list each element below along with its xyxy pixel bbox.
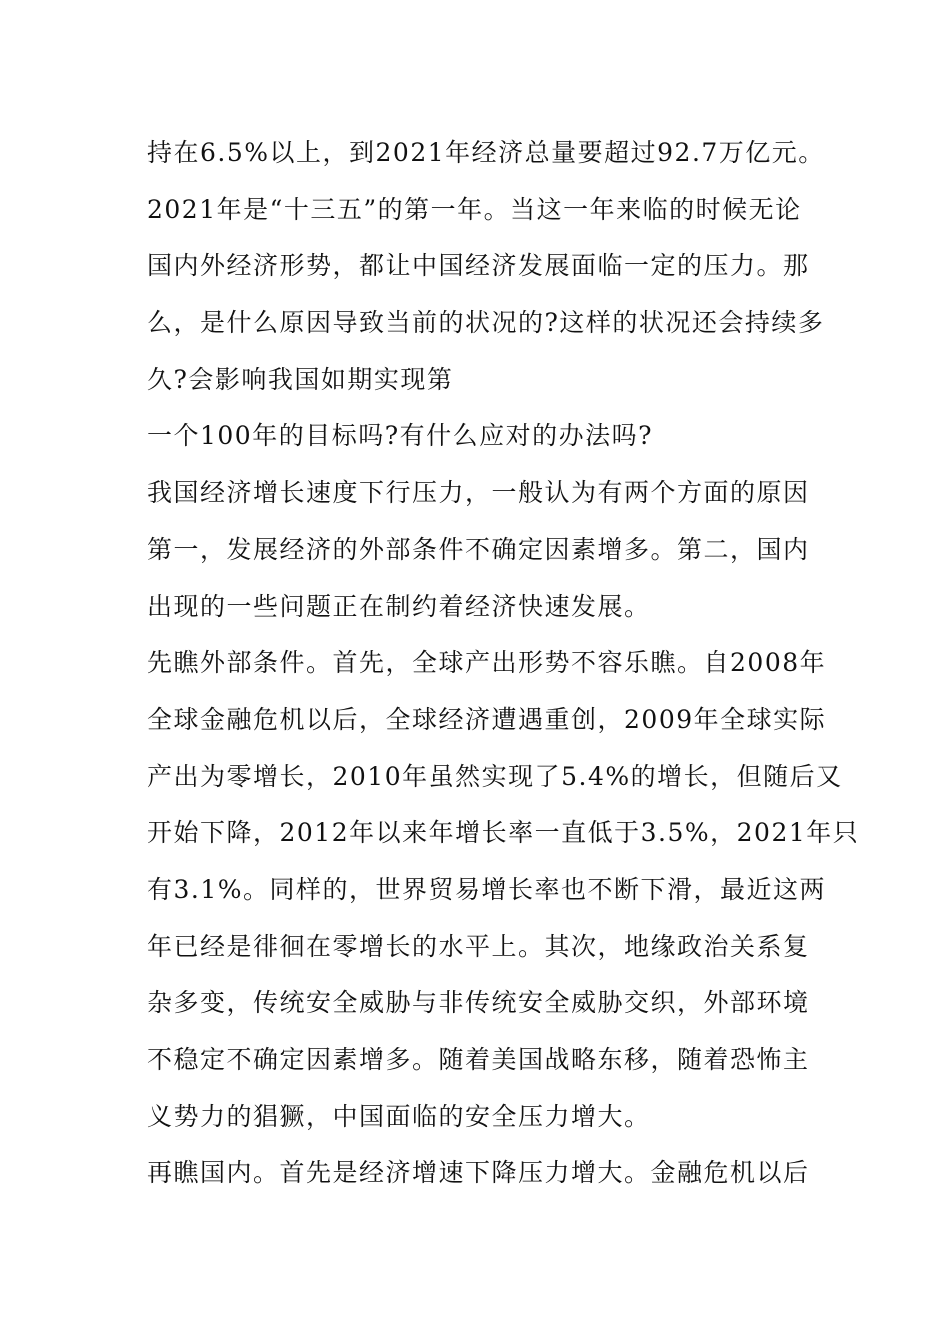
text-line: 国内外经济形势，都让中国经济发展面临一定的压力。那	[147, 251, 810, 281]
text-line: 产出为零增长，2010年虽然实现了5.4%的增长，但随后又	[147, 761, 843, 791]
text-line: 久?会影响我国如期实现第	[147, 364, 454, 394]
text-line: 一个100年的目标吗?有什么应对的办法吗?	[147, 421, 654, 451]
text-line: 2021年是“十三五”的第一年。当这一年来临的时候无论	[147, 194, 802, 224]
text-line: 持在6.5%以上，到2021年经济总量要超过92.7万亿元。	[147, 138, 825, 167]
text-line: 开始下降，2012年以来年增长率一直低于3.5%，2021年只	[147, 818, 860, 848]
text-line: 先瞧外部条件。首先，全球产出形势不容乐瞧。自2008年	[147, 648, 827, 678]
text-line: 么，是什么原因导致当前的状况的?这样的状况还会持续多	[147, 308, 825, 338]
text-line: 再瞧国内。首先是经济增速下降压力增大。金融危机以后	[147, 1158, 810, 1188]
text-line: 年已经是徘徊在零增长的水平上。其次，地缘政治关系复	[147, 931, 810, 961]
text-line: 第一，发展经济的外部条件不确定因素增多。第二，国内	[147, 534, 810, 564]
body-text	[147, 128, 860, 1205]
text-line: 全球金融危机以后，全球经济遭遇重创，2009年全球实际	[147, 704, 827, 734]
text-line: 出现的一些问题正在制约着经济快速发展。	[147, 591, 651, 621]
text-line: 有3.1%。同样的，世界贸易增长率也不断下滑，最近这两	[147, 874, 827, 904]
text-line: 义势力的猖獗，中国面临的安全压力增大。	[147, 1101, 651, 1131]
text-line: 我国经济增长速度下行压力，一般认为有两个方面的原因	[147, 478, 810, 508]
text-line: 不稳定不确定因素增多。随着美国战略东移，随着恐怖主	[147, 1045, 810, 1074]
text-line: 杂多变，传统安全威胁与非传统安全威胁交织，外部环境	[147, 988, 810, 1018]
